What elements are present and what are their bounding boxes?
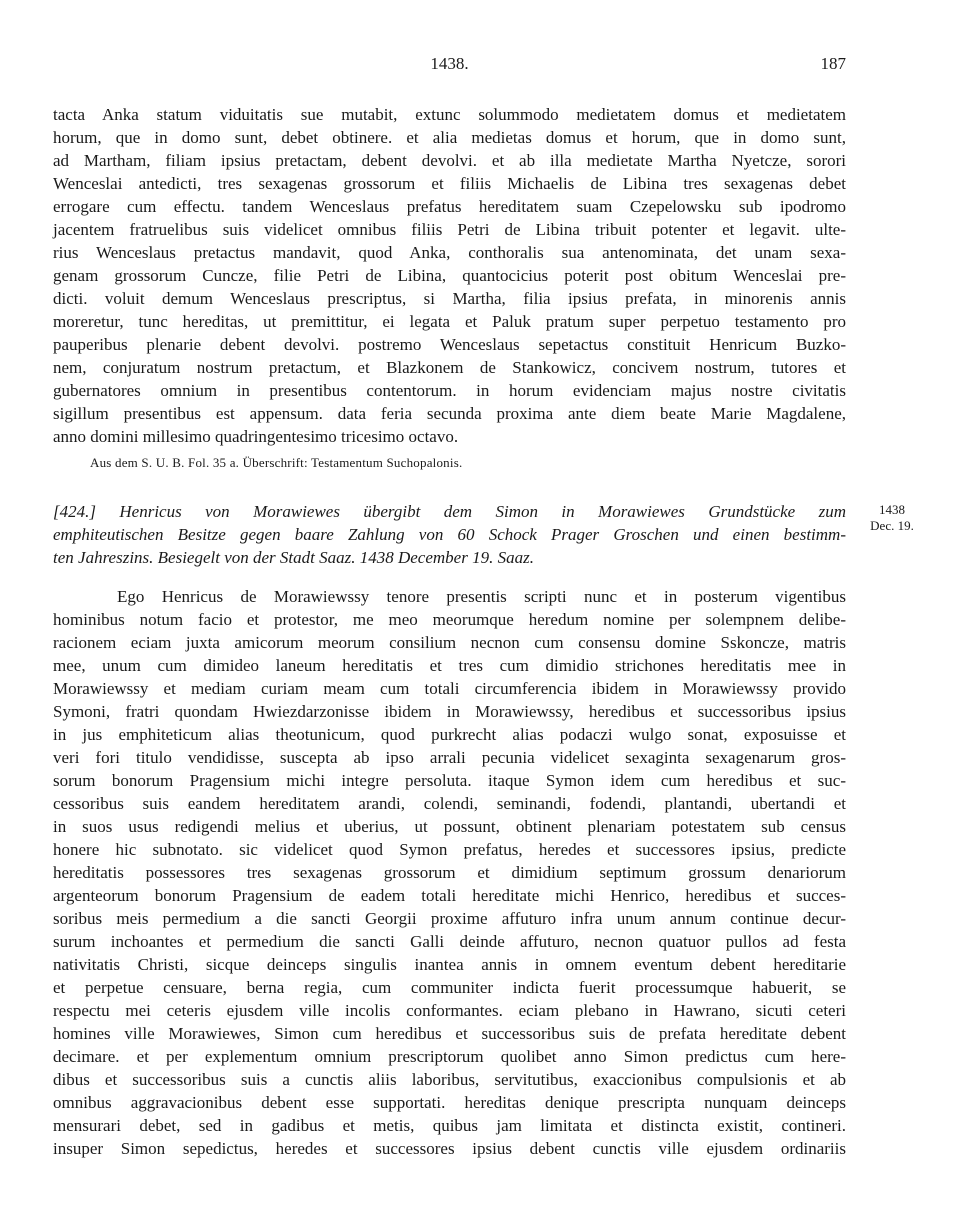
text-line: ad Martham, filiam ipsius pretactam, debent devolvi. et ab illa medietate Martha Nyetcze, sorori (53, 151, 846, 170)
margin-year: 1438 (879, 502, 905, 517)
text-line: Ego Henricus de Morawiewssy tenore presentis scripti nunc et in posterum vigentibus (117, 587, 846, 606)
text-line: cessoribus suis eandem hereditatem arandi, colendi, seminandi, fodendi, plantandi, ubertandi et (53, 794, 846, 813)
text-line: Wenceslai antedicti, tres sexagenas grossorum et filiis Michaelis de Libina tres sexagenas debet (53, 174, 846, 193)
text-line: pauperibus plenarie debent devolvi. postremo Wenceslaus sepetactus constituit Henricum Buzko- (53, 335, 846, 354)
text-line: homines ville Morawiewes, Simon cum heredibus et successoribus suis de prefata hereditate debent (53, 1024, 846, 1043)
text-line: respectu mei ceteris ejusdem ville incolis conformantes. eciam plebano in Hawrano, sicuti ceteri (53, 1001, 846, 1020)
text-line: dibus et successoribus suis a cunctis aliis laboribus, servitutibus, exaccionibus compulsionis et ab (53, 1070, 846, 1089)
regest-line: ten Jahreszins. Besiegelt von der Stadt Saaz. 1438 December 19. Saaz. (53, 548, 534, 567)
text-line: insuper Simon sepedictus, heredes et successores ipsius debent cunctis ville ejusdem ordinariis (53, 1139, 846, 1158)
text-line: sigillum presentibus est appensum. data feria secunda proxima ante diem beate Marie Magdalene, (53, 404, 846, 423)
text-line: et perpetue censuare, berna regia, cum communiter indicta fuerit processumque habuerit, se (53, 978, 846, 997)
text-line: moreretur, tunc hereditas, ut premittitur, ei legata et Paluk pratum super perpetuo testamento pro (53, 312, 846, 331)
text-line: hominibus notum facio et protestor, me meo meorumque heredum nomine per solempnem delibe- (53, 610, 846, 629)
continuation-text (53, 103, 846, 448)
text-line: honere hic subnotato. sic videlicet quod Symon prefatus, heredes et successores ipsius, predicte (53, 840, 846, 859)
margin-day: Dec. 19. (870, 518, 914, 533)
text-line: sorum bonorum Pragensium michi integre persoluta. itaque Symon idem cum heredibus et suc- (53, 771, 846, 790)
source-note: Aus dem S. U. B. Fol. 35 a. Überschrift: Testamentum Suchopalonis. (90, 455, 463, 470)
text-line: Symoni, fratri quondam Hwiezdarzonisse ibidem in Morawiewssy, heredibus et successoribus ipsius (53, 702, 846, 721)
text-line: in suos usus redigendi melius et uberius, ut possunt, obtinent plenariam potestatem sub census (53, 817, 846, 836)
header-year: 1438. (430, 54, 469, 73)
regest-summary (53, 500, 846, 569)
text-line: hereditatis possessores tres sexagenas grossorum et dimidium septimum grossum denariorum (53, 863, 846, 882)
regest-line: emphiteutischen Besitze gegen baare Zahlung von 60 Schock Prager Groschen und einen bestimm- (53, 525, 846, 544)
page-number: 187 (820, 54, 846, 73)
text-line: jacentem fratruelibus suis videlicet omnibus filiis Petri de Libina tribuit potenter et legavit. ulte- (53, 220, 846, 239)
text-line: rius Wenceslaus pretactus mandavit, quod Anka, conthoralis sua antenominata, det unam sexa- (53, 243, 846, 262)
text-line: veri fori titulo vendidisse, suscepta ab ipso arrali pecunia videlicet sexaginta sexagenarum gros- (53, 748, 846, 767)
text-line: omnibus aggravacionibus debent esse supportati. hereditas denique prescripta nunquam deinceps (53, 1093, 846, 1112)
text-line: anno domini millesimo quadringentesimo tricesimo octavo. (53, 427, 459, 446)
text-line: argenteorum bonorum Pragensium de eadem totali hereditate michi Henrico, heredibus et succes- (53, 886, 846, 905)
regest-line: [424.] Henricus von Morawiewes übergibt dem Simon in Morawiewes Grundstücke zum (53, 502, 846, 521)
margin-date (862, 502, 922, 534)
text-line: nativitatis Christi, sicque deinceps singulis inantea annis in omnem eventum debent hereditarie (53, 955, 846, 974)
text-line: gubernatores omnium in presentibus contentorum. in horum evidenciam majus nostre civitatis (53, 381, 846, 400)
text-line: surum inchoantes et permedium die sancti Galli deinde affuturo, necnon quatuor pullos ad festa (53, 932, 846, 951)
text-line: mensurari debet, sed in gadibus et metis, quibus jam limitata et distincta existit, contineri. (53, 1116, 846, 1135)
text-line: errogare cum effectu. tandem Wenceslaus prefatus hereditatem suam Czepelowsku sub ipodromo (53, 197, 846, 216)
text-line: genam grossorum Cuncze, filie Petri de Libina, quantocicius poterit post obitum Wenceslai pre- (53, 266, 846, 285)
text-line: nem, conjuratum nostrum pretactum, et Blazkonem de Stankowicz, concivem nostrum, tutores et (53, 358, 846, 377)
document-text (53, 585, 846, 1160)
text-line: decimare. et per explementum omnium prescriptorum quolibet anno Simon predictus cum here- (53, 1047, 846, 1066)
text-line: Morawiewssy et mediam curiam meam cum totali circumferencia ibidem in Morawiewssy provido (53, 679, 846, 698)
text-line: racionem eciam juxta amicorum meorum consilium necnon cum consensu domine Sskoncze, matris (53, 633, 846, 652)
text-line: tacta Anka statum viduitatis sue mutabit, extunc solummodo medietatem domus et medietatem (53, 105, 846, 124)
text-line: dicti. voluit demum Wenceslaus prescriptus, si Martha, filia ipsius prefata, in minorenis annis (53, 289, 846, 308)
text-line: mee, unum cum dimideo laneum hereditatis et tres cum dimidio strichones hereditatis mee in (53, 656, 846, 675)
text-line: soribus meis permedium a die sancti Georgii proxime affuturo infra unum annum continue decur- (53, 909, 846, 928)
text-line: horum, que in domo sunt, debet obtinere. et alia medietas domus et horum, que in domo sunt, (53, 128, 846, 147)
page-header (53, 54, 846, 78)
text-line: in jus emphiteticum alias theotunicum, quod purkrecht alias podaczi wulgo sonat, exposuisse et (53, 725, 846, 744)
